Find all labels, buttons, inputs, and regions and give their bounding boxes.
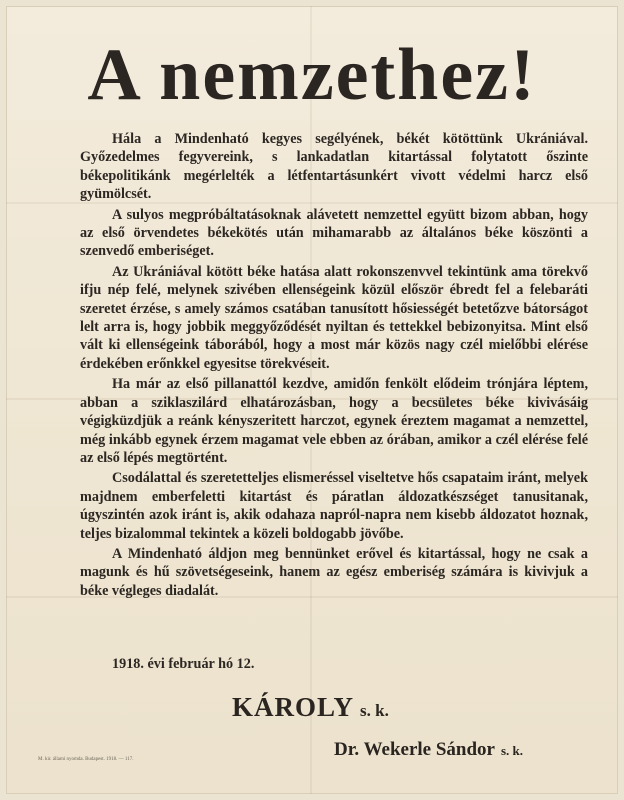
paragraph: A sulyos megpróbáltatásoknak alávetett nemzettel együtt bizom abban, hogy az első örvendetes békekötés után mihamarabb az általános béke köszönti a szenvedő emberiséget. — [80, 206, 588, 260]
signature-minister-name: Dr. Wekerle Sándor — [334, 739, 495, 760]
paragraph: Hála a Mindenható kegyes segélyének, békét kötöttünk Ukrániával. Győzedelmes fegyvereink, s lankadatlan kitartással folytatott őszinte békepolitikánk megérlelték a létfentartásunkért vivott védelmi harcz első gyümölcsét. — [80, 131, 588, 203]
signature-king-suffix: s. k. — [360, 701, 389, 720]
signature-king-name: KÁROLY — [232, 692, 355, 722]
poster-title: A nemzethez! — [87, 34, 537, 116]
proclamation-date: 1918. évi február hó 12. — [112, 656, 255, 672]
printer-imprint: M. kir. állami nyomda. Budapest. 1918. — 117. — [38, 757, 134, 762]
signature-minister-suffix: s. k. — [500, 743, 524, 758]
paragraph: Csodálattal és szeretetteljes elismeréssel viseltetve hős csapataim iránt, melyek majdnem emberfeletti kitartást és páratlan áldozatkészséget tanusitanak, úgyszintén azok iránt is, akik odahaza napról-napra nem kisebb áldozatot hoznak, teljes bizalommal tekintek a közeli boldogabb jövőbe. — [80, 470, 588, 542]
signature-minister — [334, 739, 523, 761]
proclamation-body — [80, 130, 588, 602]
paragraph: Ha már az első pillanattól kezdve, amidőn fenkölt elődeim trónjára léptem, abban a sziklaszilárd elhatározásban, hogy a becsületes béke kivivásáig végigküzdjük a reánk kényszeritett harczot, egynek éreztem magamat a nemzettel, még inkább egynek érzem magamat vele ebben az órában, amikor a czél elérése felé az első lépés megtörtént. — [80, 376, 588, 466]
paragraph: A Mindenható áldjon meg bennünket erővel és kitartással, hogy ne csak a magunk és hű szövetségeseink, hanem az egész emberiség számára is kivivjuk a béke végleges diadalát. — [80, 545, 588, 599]
signature-king — [232, 692, 389, 723]
paragraph: Az Ukrániával kötött béke hatása alatt rokonszenvvel tekintünk ama törekvő ifju nép felé, melynek szivében ellenségeink közül először ébredt fel a felebaráti szeretet érzése, s amely számos csatában tanusított hősiességét betetőzve bátorságot lelt arra is, hogy jobbik meggyőződését nyiltan és tettekkel bebizonyitsa. Mint első vált ki ellenségeink táborából, hogy a most már közös nagy czél mielőbbi elérése érdekében erőnkkel egyesitse törekvéseit. — [80, 263, 588, 372]
